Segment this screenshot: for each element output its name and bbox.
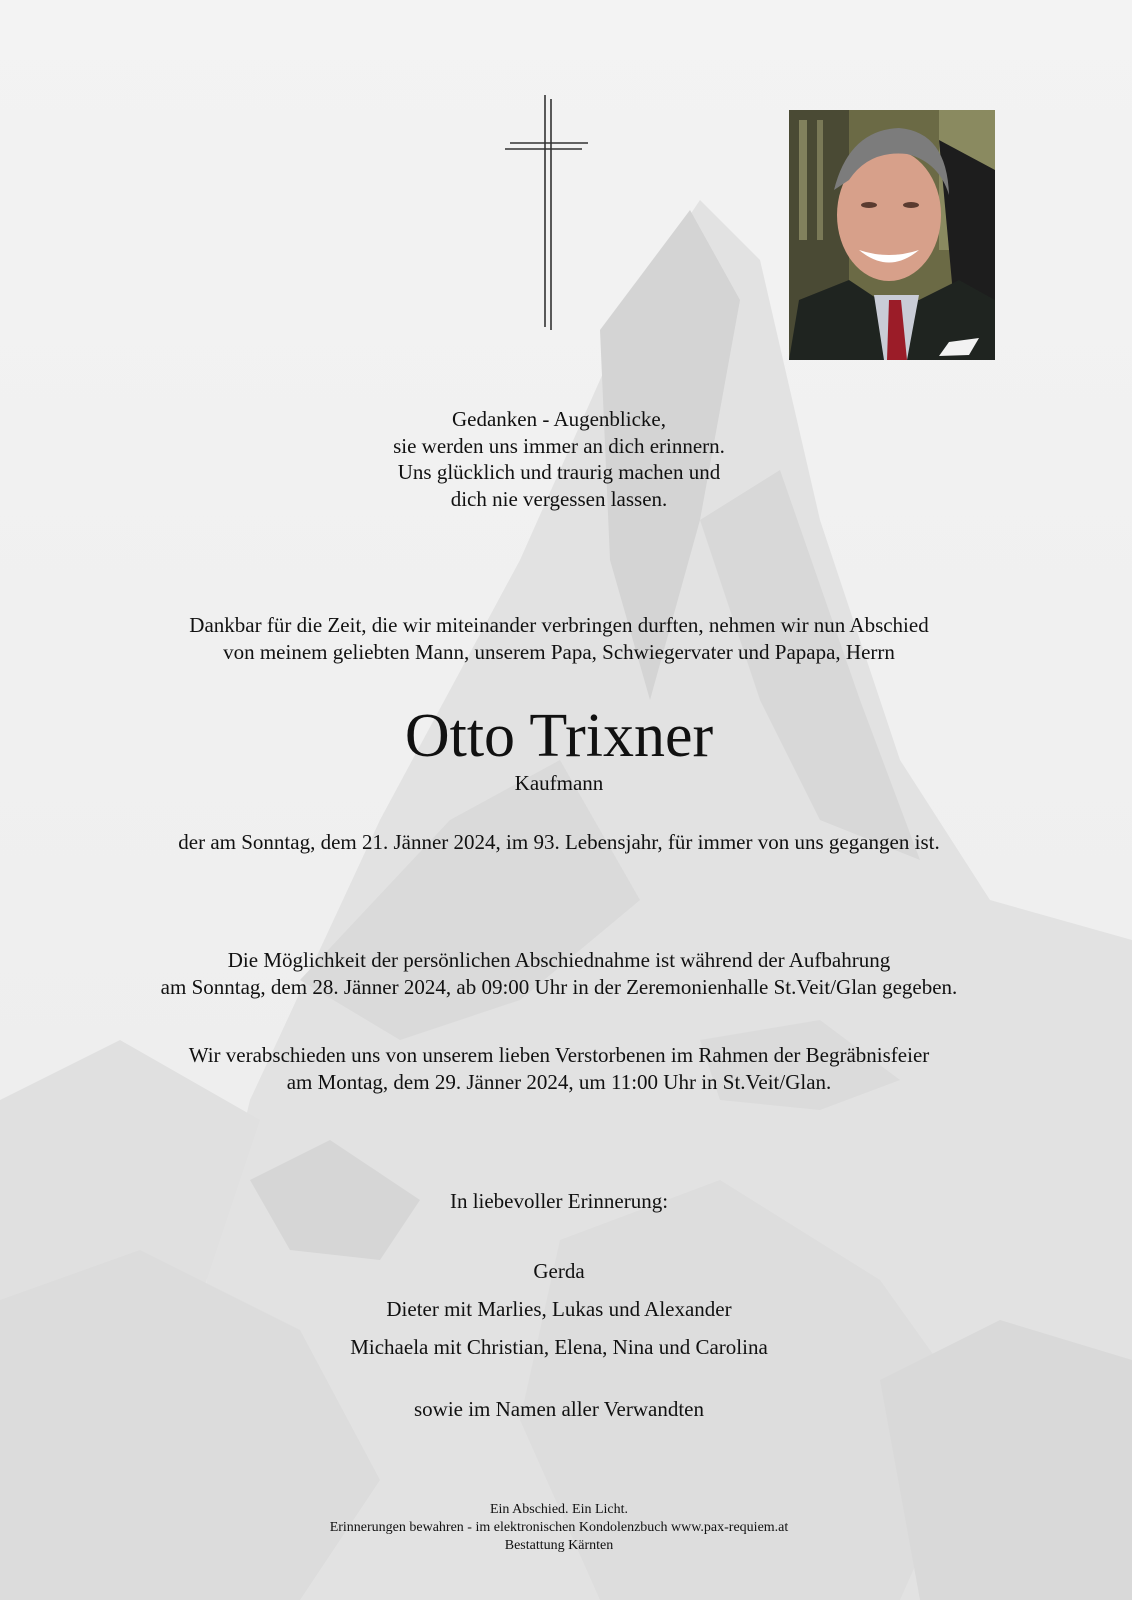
funeral-line: am Montag, dem 29. Jänner 2024, um 11:00 Uhr in St.Veit/Glan. — [286, 1070, 832, 1094]
poem-line: Uns glücklich und traurig machen und — [397, 460, 721, 484]
footer-line: Ein Abschied. Ein Licht. — [489, 1502, 629, 1517]
family-list — [0, 1252, 1118, 1366]
viewing-line: am Sonntag, dem 28. Jänner 2024, ab 09:00 Uhr in der Zeremonienhalle St.Veit/Glan gegeben. — [160, 975, 958, 999]
poem-line: Gedanken - Augenblicke, — [451, 407, 666, 431]
viewing-info — [0, 947, 1118, 1001]
family-member: Dieter mit Marlies, Lukas und Alexander — [386, 1297, 732, 1321]
relatives-line: sowie im Namen aller Verwandten — [413, 1397, 705, 1421]
portrait-photo — [789, 110, 995, 360]
intro-line: von meinem geliebten Mann, unserem Papa, Schwiegervater und Papapa, Herrn — [223, 640, 895, 664]
poem — [0, 406, 1118, 512]
poem-line: dich nie vergessen lassen. — [450, 486, 668, 511]
footer-line: Bestattung Kärnten — [504, 1538, 614, 1553]
family-member: Michaela mit Christian, Elena, Nina und Carolina — [350, 1335, 768, 1359]
poem-line: sie werden uns immer an dich erinnern. — [393, 433, 725, 458]
footer — [0, 1501, 1118, 1555]
family-member: Gerda — [533, 1259, 585, 1283]
deceased-profession: Kaufmann — [514, 771, 604, 795]
deceased-name: Otto Trixner — [404, 702, 714, 770]
footer-line: Erinnerungen bewahren - im elektronischen Kondolenzbuch www.pax-requiem.at — [329, 1520, 789, 1535]
death-notice: der am Sonntag, dem 21. Jänner 2024, im 93. Lebensjahr, für immer von uns gegangen ist. — [178, 830, 940, 854]
funeral-info — [0, 1042, 1118, 1096]
intro-line: Dankbar für die Zeit, die wir miteinander verbringen durften, nehmen wir nun Abschied — [189, 613, 929, 637]
memory-heading: In liebevoller Erinnerung: — [449, 1189, 669, 1213]
intro-text — [0, 612, 1118, 666]
viewing-line: Die Möglichkeit der persönlichen Abschiednahme ist während der Aufbahrung — [227, 948, 891, 972]
cross-icon — [505, 95, 595, 330]
funeral-line: Wir verabschieden uns von unserem lieben Verstorbenen im Rahmen der Begräbnisfeier — [188, 1043, 930, 1067]
